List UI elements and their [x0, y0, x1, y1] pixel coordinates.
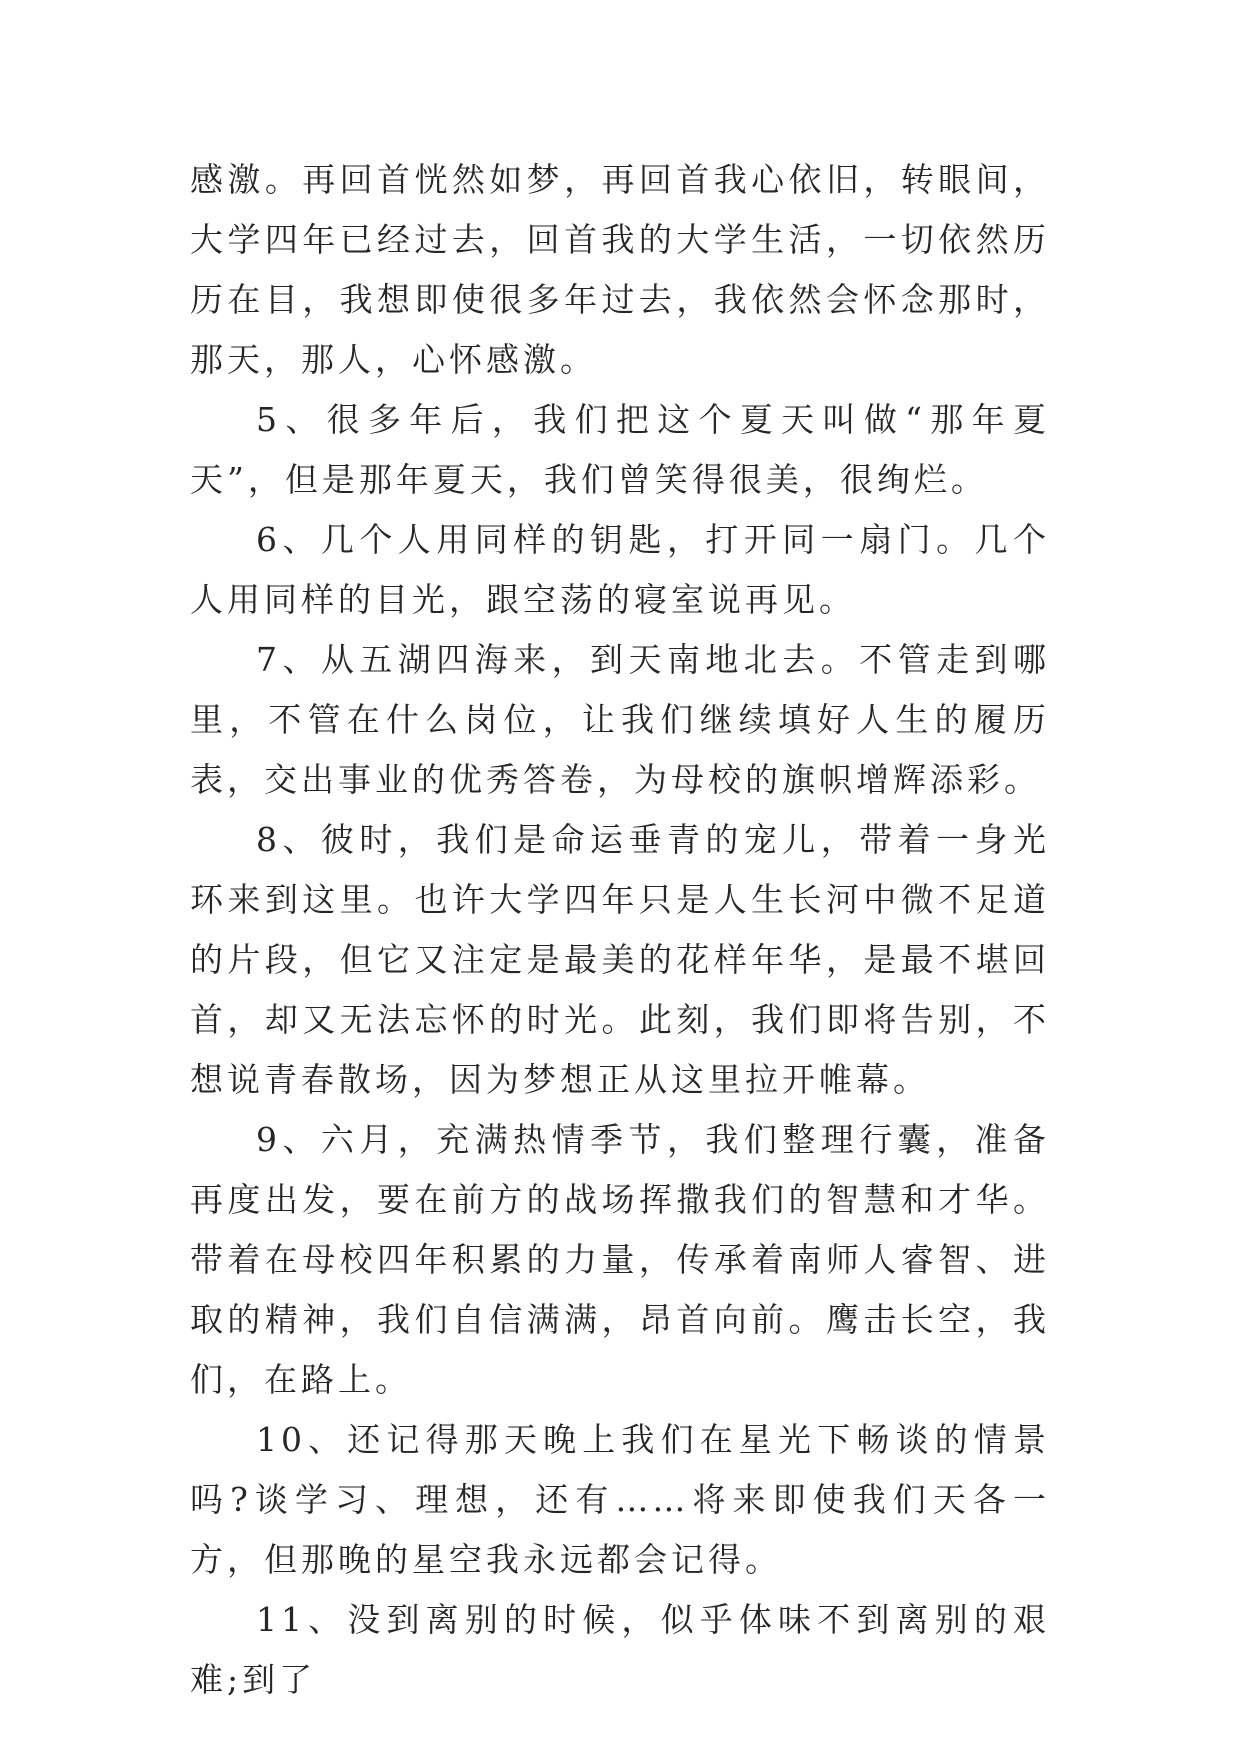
paragraph-continuation: 感激。再回首恍然如梦，再回首我心依旧，转眼间，大学四年已经过去，回首我的大学生活，一切依然历历在目，我想即使很多年过去，我依然会怀念那时，那天，那人，心怀感激。	[190, 160, 1050, 379]
paragraph-item-6: 6、几个人用同样的钥匙，打开同一扇门。几个人用同样的目光，跟空荡的寝室说再见。	[190, 520, 1050, 619]
document-body	[190, 150, 1050, 1710]
paragraph-item-11: 11、没到离别的时候，似乎体味不到离别的艰难;到了	[190, 1600, 1050, 1699]
paragraph-item-5: 5、很多年后，我们把这个夏天叫做“那年夏天”，但是那年夏天，我们曾笑得很美，很绚烂。	[190, 400, 1050, 499]
paragraph-item-7: 7、从五湖四海来，到天南地北去。不管走到哪里，不管在什么岗位，让我们继续填好人生的履历表，交出事业的优秀答卷，为母校的旗帜增辉添彩。	[190, 640, 1050, 799]
paragraph-item-10: 10、还记得那天晚上我们在星光下畅谈的情景吗?谈学习、理想，还有……将来即使我们天各一方，但那晚的星空我永远都会记得。	[190, 1420, 1050, 1579]
paragraph-item-8: 8、彼时，我们是命运垂青的宠儿，带着一身光环来到这里。也许大学四年只是人生长河中微不足道的片段，但它又注定是最美的花样年华，是最不堪回首，却又无法忘怀的时光。此刻，我们即将告别，不想说青春散场，因为梦想正从这里拉开帷幕。	[190, 820, 1050, 1099]
paragraph-item-9: 9、六月，充满热情季节，我们整理行囊，准备再度出发，要在前方的战场挥撒我们的智慧和才华。带着在母校四年积累的力量，传承着南师人睿智、进取的精神，我们自信满满，昂首向前。鹰击长空，我们，在路上。	[190, 1120, 1050, 1399]
